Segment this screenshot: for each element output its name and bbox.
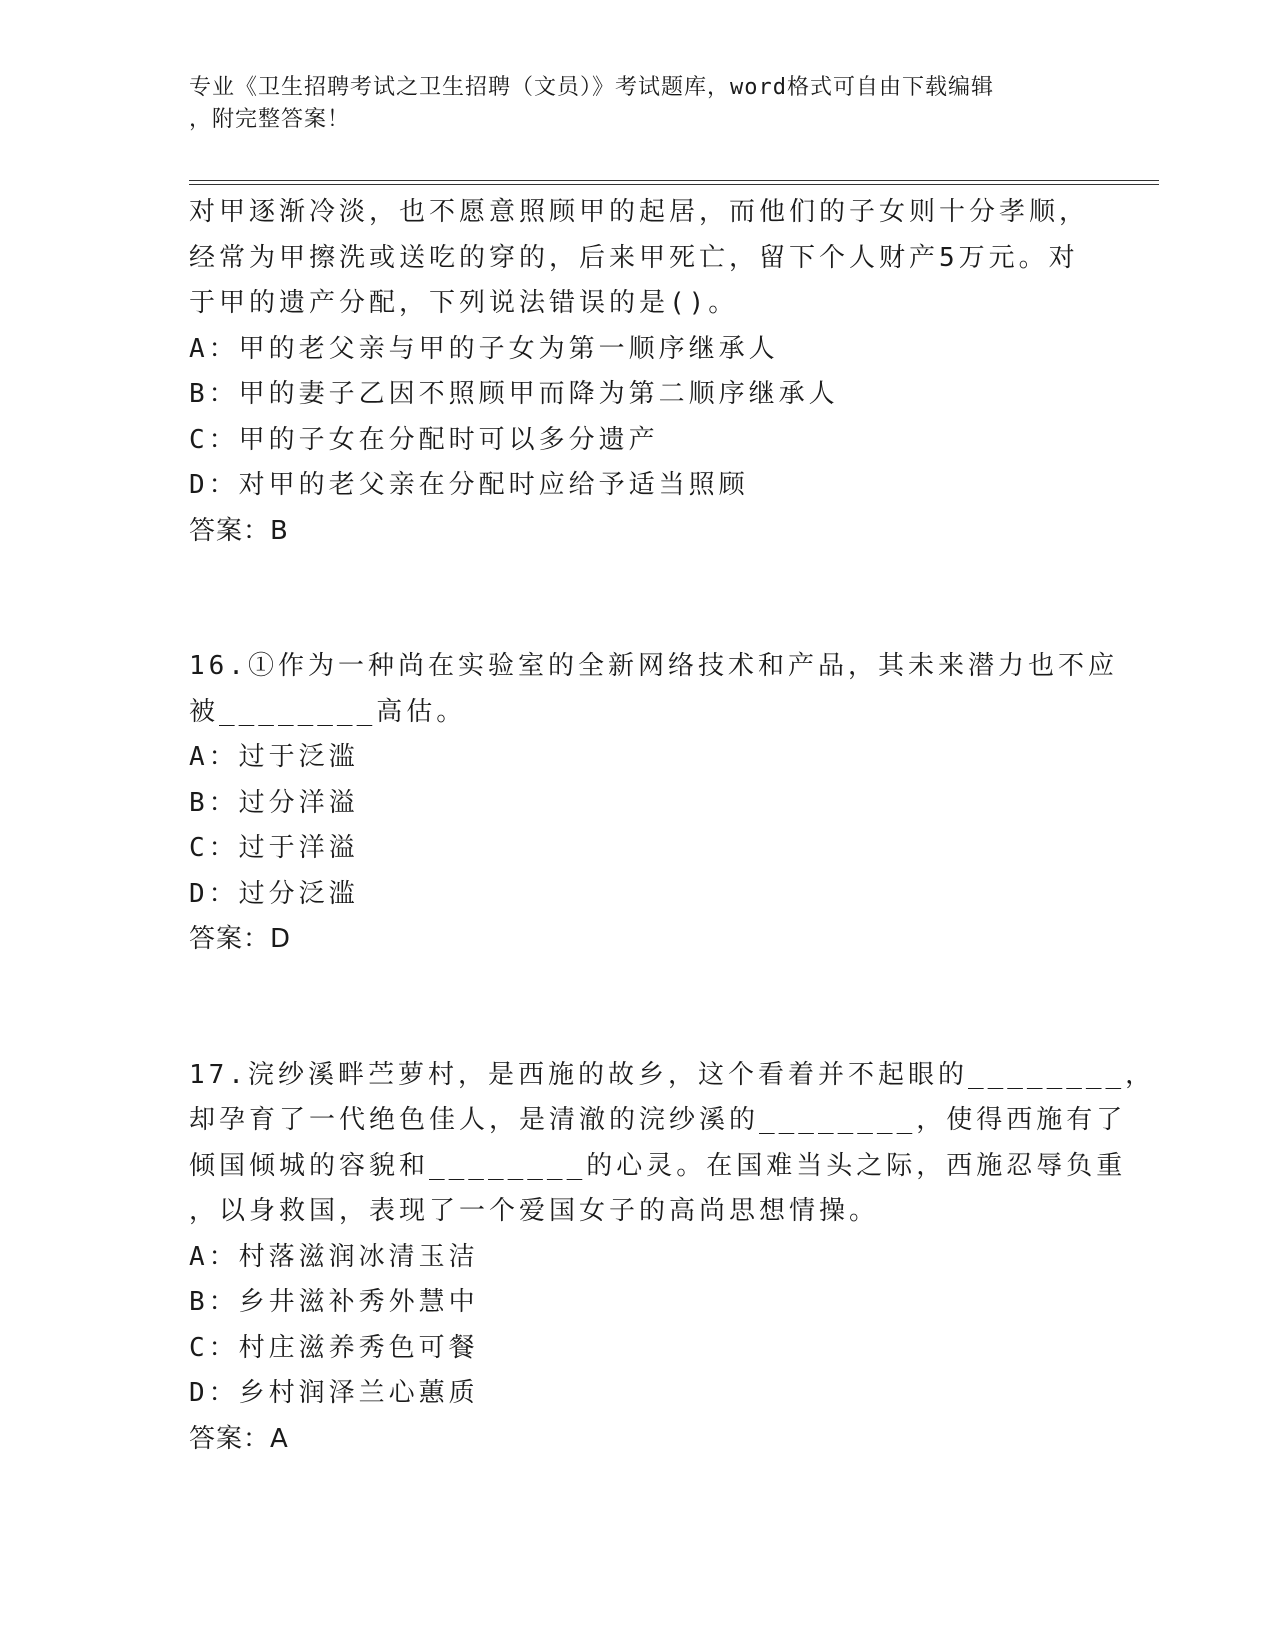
- answer-line: 答案：B: [189, 515, 289, 546]
- question-text-line: 经常为甲擦洗或送吃的穿的，后来甲死亡，留下个人财产5万元。对: [189, 242, 1079, 273]
- option-b: B：乡井滋补秀外慧中: [189, 1287, 479, 1317]
- header-divider-top: [189, 180, 1159, 181]
- question-17: [189, 1053, 1156, 1463]
- option-b: B：过分洋溢: [189, 787, 359, 818]
- header-divider-bottom: [189, 184, 1159, 185]
- option-c: C：甲的子女在分配时可以多分遗产: [189, 424, 659, 455]
- question-text-line: ，以身救国，表现了一个爱国女子的高尚思想情操。: [189, 1196, 880, 1226]
- question-text-line: 被________高估。: [189, 696, 467, 727]
- question-text-line: 却孕育了一代绝色佳人，是清澈的浣纱溪的________，使得西施有了: [189, 1105, 1127, 1135]
- option-a: A：甲的老父亲与甲的子女为第一顺序继承人: [189, 333, 779, 364]
- question-spacer: [189, 554, 1089, 644]
- header-line-2: ，附完整答案！: [189, 107, 351, 132]
- question-text-line: 于甲的遗产分配，下列说法错误的是()。: [189, 288, 739, 318]
- option-d: D：乡村润泽兰心蕙质: [189, 1378, 479, 1408]
- answer-line: 答案：D: [189, 924, 292, 954]
- option-d: D：对甲的老父亲在分配时应给予适当照顾: [189, 470, 749, 500]
- question-spacer: [189, 963, 1089, 1053]
- option-c: C：过于洋溢: [189, 833, 359, 863]
- option-d: D：过分泛滥: [189, 878, 359, 909]
- option-c: C：村庄滋养秀色可餐: [189, 1332, 479, 1363]
- question-16: [189, 644, 1118, 963]
- question-text-line: 倾国倾城的容貌和________的心灵。在国难当头之际，西施忍辱负重: [189, 1150, 1127, 1181]
- option-a: A：村落滋润冰清玉洁: [189, 1241, 479, 1272]
- option-b: B：甲的妻子乙因不照顾甲而降为第二顺序继承人: [189, 379, 839, 409]
- document-header: [189, 72, 1089, 136]
- document-body: [189, 190, 1156, 1462]
- question-text-line: 16.①作为一种尚在实验室的全新网络技术和产品，其未来潜力也不应: [189, 651, 1118, 681]
- answer-line: 答案：A: [189, 1423, 289, 1454]
- question-text-line: 对甲逐渐冷淡，也不愿意照顾甲的起居，而他们的子女则十分孝顺，: [189, 197, 1090, 227]
- question-text-line: 17.浣纱溪畔苎萝村，是西施的故乡，这个看着并不起眼的________，: [189, 1059, 1156, 1090]
- option-a: A：过于泛滥: [189, 742, 359, 772]
- header-line-1: 专业《卫生招聘考试之卫生招聘（文员）》考试题库，word格式可自由下载编辑: [189, 75, 994, 100]
- question-15: [189, 190, 1089, 554]
